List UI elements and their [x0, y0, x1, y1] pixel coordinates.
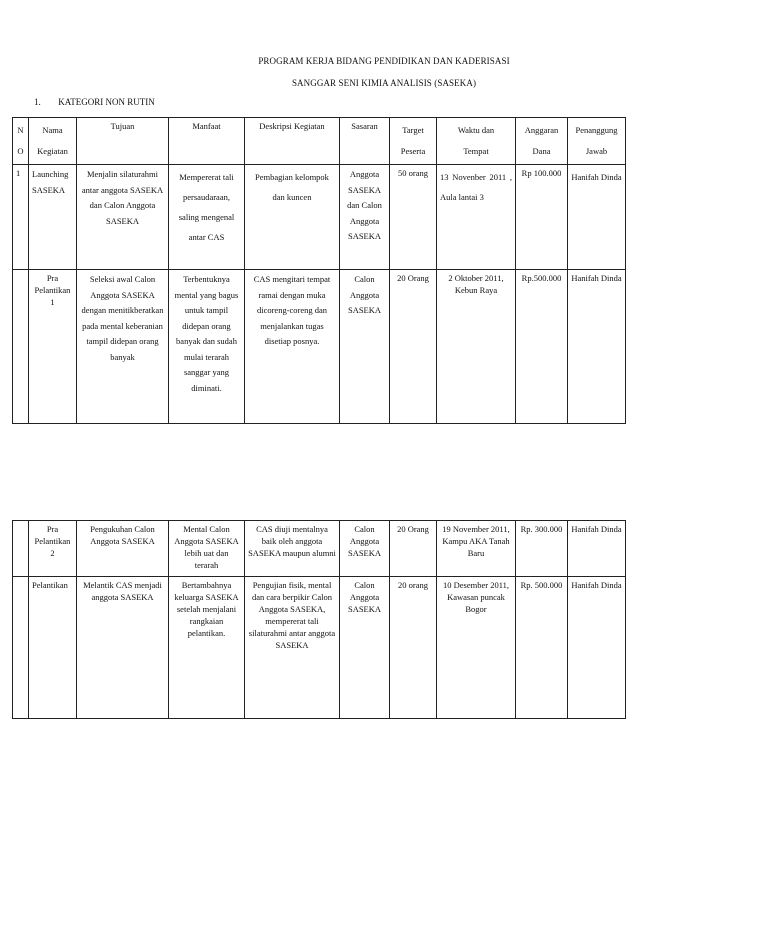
cell-pj: Hanifah Dinda	[568, 577, 626, 719]
cell-no	[13, 521, 29, 577]
table-header-row	[13, 118, 626, 165]
header-anggaran-dana: Anggaran Dana	[516, 118, 568, 165]
cell-anggaran: Rp.500.000	[516, 270, 568, 424]
cell-no	[13, 577, 29, 719]
cell-waktu: 19 November 2011, Kampu AKA Tanah Baru	[437, 521, 516, 577]
cell-sasaran: Anggota SASEKA dan Calon Anggota SASEKA	[340, 165, 390, 270]
header-tujuan: Tujuan	[77, 118, 169, 165]
program-table-page1	[12, 117, 626, 424]
cell-target: 50 orang	[390, 165, 437, 270]
table-row	[13, 165, 626, 270]
header-deskripsi: Deskripsi Kegiatan	[245, 118, 340, 165]
cell-waktu: 13 Novenber 2011 , Aula lantai 3	[437, 165, 516, 270]
cell-pj: Hanifah Dinda	[568, 270, 626, 424]
cell-nama: Pra Pelantikan 1	[29, 270, 77, 424]
cell-manfaat: Mempererat tali persaudaraan, saling mengenal antar CAS	[169, 165, 245, 270]
cell-tujuan: Melantik CAS menjadi anggota SASEKA	[77, 577, 169, 719]
table-row	[13, 521, 626, 577]
cell-target: 20 orang	[390, 577, 437, 719]
program-table-page2	[12, 520, 626, 719]
cell-sasaran: Calon Anggota SASEKA	[340, 577, 390, 719]
header-penanggung-jawab: Penanggung Jawab	[568, 118, 626, 165]
cell-waktu: 10 Desember 2011, Kawasan puncak Bogor	[437, 577, 516, 719]
cell-pj: Hanifah Dinda	[568, 165, 626, 270]
cell-deskripsi: CAS diuji mentalnya baik oleh anggota SASEKA maupun alumni	[245, 521, 340, 577]
document-title: PROGRAM KERJA BIDANG PENDIDIKAN DAN KADERISASI	[258, 56, 510, 66]
cell-sasaran: Calon Anggota SASEKA	[340, 270, 390, 424]
header-nama-kegiatan: Nama Kegiatan	[29, 118, 77, 165]
header-waktu-tempat: Waktu dan Tempat	[437, 118, 516, 165]
header-manfaat: Manfaat	[169, 118, 245, 165]
cell-nama: Launching SASEKA	[29, 165, 77, 270]
cell-tujuan: Seleksi awal Calon Anggota SASEKA dengan menitikberatkan pada mental keberanian tampil didepan orang banyak	[77, 270, 169, 424]
cell-waktu: 2 Oktober 2011, Kebun Raya	[437, 270, 516, 424]
cell-pj: Hanifah Dinda	[568, 521, 626, 577]
cell-target: 20 Orang	[390, 521, 437, 577]
cell-no	[13, 270, 29, 424]
table-row	[13, 577, 626, 719]
cell-deskripsi: Pembagian kelompok dan kuncen	[245, 165, 340, 270]
header-no: N O	[13, 118, 29, 165]
header-sasaran: Sasaran	[340, 118, 390, 165]
cell-nama: Pelantikan	[29, 577, 77, 719]
cell-manfaat: Bertambahnya keluarga SASEKA setelah menjalani rangkaian pelantikan.	[169, 577, 245, 719]
section-title: KATEGORI NON RUTIN	[58, 97, 155, 107]
cell-no: 1	[13, 165, 29, 270]
section-heading	[34, 97, 155, 107]
header-target-peserta: Target Peserta	[390, 118, 437, 165]
cell-anggaran: Rp. 300.000	[516, 521, 568, 577]
cell-target: 20 Orang	[390, 270, 437, 424]
cell-anggaran: Rp 100.000	[516, 165, 568, 270]
cell-sasaran: Calon Anggota SASEKA	[340, 521, 390, 577]
table-row	[13, 270, 626, 424]
cell-deskripsi: Pengujian fisik, mental dan cara berpikir Calon Anggota SASEKA, mempererat tali silaturahmi antar anggota SASEKA	[245, 577, 340, 719]
cell-manfaat: Mental Calon Anggota SASEKA lebih uat dan terarah	[169, 521, 245, 577]
cell-tujuan: Pengukuhan Calon Anggota SASEKA	[77, 521, 169, 577]
cell-deskripsi: CAS mengitari tempat ramai dengan muka dicoreng-coreng dan menjalankan tugas disetiap posnya.	[245, 270, 340, 424]
section-number: 1.	[34, 97, 41, 107]
cell-manfaat: Terbentuknya mental yang bagus untuk tampil didepan orang banyak dan sudah mulai terarah sanggar yang diminati.	[169, 270, 245, 424]
cell-tujuan: Menjalin silaturahmi antar anggota SASEKA dan Calon Anggota SASEKA	[77, 165, 169, 270]
document-subtitle: SANGGAR SENI KIMIA ANALISIS (SASEKA)	[291, 78, 477, 88]
cell-nama: Pra Pelantikan 2	[29, 521, 77, 577]
cell-anggaran: Rp. 500.000	[516, 577, 568, 719]
